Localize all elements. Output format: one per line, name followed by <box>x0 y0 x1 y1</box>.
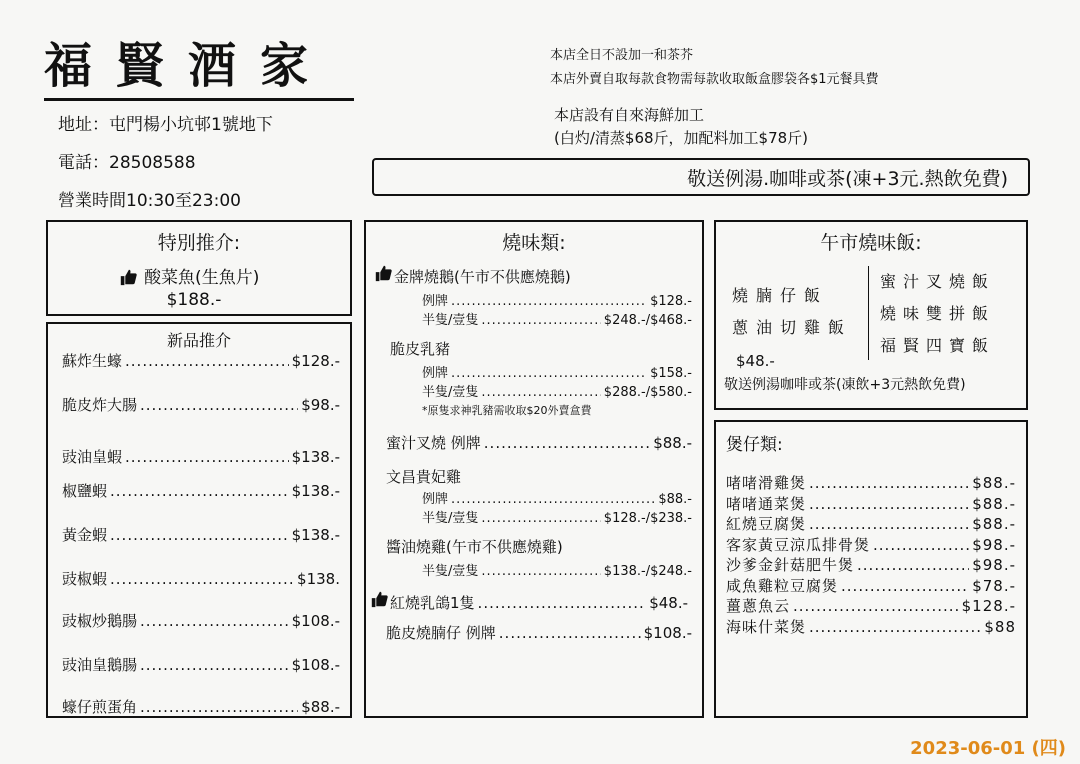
address: 地址：屯門楊小坑邨1號地下 <box>58 115 273 135</box>
dot-leader <box>140 396 298 414</box>
item-price: $138.- <box>291 482 340 500</box>
item-name: 豉椒蝦 <box>62 570 108 588</box>
dot-leader <box>809 474 969 492</box>
thumbs-up-icon <box>119 268 137 286</box>
roast-box <box>364 220 704 718</box>
date-stamp: 2023-06-01 (四) <box>910 738 1066 759</box>
new-items-box <box>46 322 352 718</box>
item-price: $98.- <box>301 396 340 414</box>
pigeon-price: $48.- <box>649 594 688 612</box>
list-item <box>726 554 1016 575</box>
dot-leader <box>809 618 981 636</box>
item-name: 蠔仔煎蛋角 <box>62 698 138 716</box>
item-name: 海味什菜煲 <box>726 617 807 636</box>
list-item <box>726 472 1016 493</box>
notice-takeaway-fee: 本店外賣自取每款食物需每款收取飯盒膠袋各$1元餐具費 <box>550 72 879 87</box>
dot-leader <box>110 570 294 588</box>
dot-leader <box>809 495 969 513</box>
dot-leader <box>125 352 289 370</box>
item-price: $128.- <box>961 597 1016 615</box>
list-item <box>726 534 1016 555</box>
goose-regular-price: $128.- <box>650 294 692 309</box>
goose-half-whole-price: $248.-/$468.- <box>603 313 692 328</box>
item-name: 客家黃豆涼瓜排骨煲 <box>726 535 871 554</box>
list-item <box>62 654 340 675</box>
roast-title: 燒味類: <box>502 232 566 254</box>
notice-seafood: 本店設有自來海鮮加工 <box>554 106 705 124</box>
goose-half-whole: 半隻/壹隻 <box>422 313 479 328</box>
list-item <box>62 696 340 717</box>
item-name: 沙爹金針菇肥牛煲 <box>726 556 855 574</box>
item-name: 豉油皇鵝腸 <box>62 656 138 674</box>
lunch-item: 蔥油切雞飯 <box>732 318 853 337</box>
dot-leader <box>140 612 289 630</box>
lunch-title: 午市燒味飯: <box>820 232 922 254</box>
banner-text: 敬送例湯.咖啡或茶(凍+3元.熱飲免費) <box>687 167 1008 190</box>
item-name: 咸魚雞粒豆腐煲 <box>726 576 839 595</box>
special-item: 酸菜魚(生魚片) <box>144 268 260 288</box>
item-name: 紅燒豆腐煲 <box>726 515 807 533</box>
list-item <box>62 350 340 371</box>
goose-regular: 例牌 <box>422 294 449 309</box>
dot-leader <box>125 448 289 466</box>
lunch-box <box>714 220 1028 410</box>
list-item <box>62 524 340 545</box>
pig-regular-price: $158.- <box>650 366 692 381</box>
item-price: $98.- <box>972 556 1016 574</box>
lunch-item: 燒味雙拼飯 <box>880 304 996 323</box>
roast-brisket: 脆皮燒腩仔 例牌 <box>386 624 496 642</box>
item-name: 豉椒炒鵝腸 <box>62 612 138 630</box>
lunch-item: 燒腩仔飯 <box>732 286 829 305</box>
item-name: 椒鹽蝦 <box>62 482 108 500</box>
item-name: 啫啫滑雞煲 <box>726 474 807 492</box>
list-item <box>62 568 340 589</box>
item-price: $98.- <box>972 535 1016 554</box>
claypot-title: 煲仔類: <box>726 435 783 455</box>
roast-soy-chicken: 醬油燒雞(午市不供應燒雞) <box>386 538 563 556</box>
item-name: 脆皮炸大腸 <box>62 396 138 414</box>
lunch-divider <box>868 266 869 360</box>
dot-leader <box>841 577 969 595</box>
soy-half-whole: 半隻/壹隻 <box>422 564 479 579</box>
item-name: 啫啫通菜煲 <box>726 494 807 513</box>
lunch-item: 福賢四寶飯 <box>880 336 996 355</box>
restaurant-name: 福賢酒家 <box>44 38 333 94</box>
chicken-half-whole: 半隻/壹隻 <box>422 511 479 526</box>
roast-chicken: 文昌貴妃雞 <box>386 468 462 486</box>
item-price: $138. <box>297 570 340 588</box>
item-price: $138.- <box>291 526 340 544</box>
list-item <box>726 616 1016 637</box>
list-item <box>62 394 340 415</box>
list-item <box>726 575 1016 596</box>
list-item <box>62 480 340 501</box>
roast-goose: 金牌燒鵝(午市不供應燒鵝) <box>394 268 571 286</box>
chicken-half-whole-price: $128.-/$238.- <box>603 511 692 526</box>
item-price: $138.- <box>291 448 340 466</box>
item-price: $88.- <box>301 698 340 716</box>
thumbs-up-icon <box>374 264 392 282</box>
list-item <box>726 595 1016 616</box>
notice-no-service-charge: 本店全日不設加一和茶芥 <box>550 48 694 63</box>
item-name: 薑蔥魚云 <box>726 597 791 615</box>
dot-leader <box>110 482 289 500</box>
dot-leader <box>140 698 298 716</box>
dot-leader <box>873 536 969 554</box>
item-name: 豉油皇蝦 <box>62 448 123 466</box>
title-underline <box>44 98 354 101</box>
list-item <box>62 610 340 631</box>
item-price: $88.- <box>972 474 1016 492</box>
roast-pig: 脆皮乳豬 <box>390 340 451 358</box>
phone: 電話：28508588 <box>58 153 196 173</box>
claypot-box <box>714 420 1028 718</box>
item-name: 蘇炸生蠔 <box>62 352 123 370</box>
charsiu-price: $88.- <box>653 434 692 452</box>
item-price: $128.- <box>291 352 340 370</box>
item-name: 黃金蝦 <box>62 526 108 544</box>
chicken-regular-price: $88.- <box>658 492 692 507</box>
lunch-item: 蜜汁叉燒飯 <box>880 272 996 291</box>
hours: 營業時間10:30至23:00 <box>58 191 241 211</box>
dot-leader <box>140 656 289 674</box>
dot-leader <box>793 597 959 615</box>
thumbs-up-icon <box>370 590 388 608</box>
item-price: $108.- <box>291 612 340 630</box>
special-box <box>46 220 352 316</box>
brisket-price: $108.- <box>643 624 692 642</box>
free-drink-banner <box>372 158 1030 196</box>
list-item <box>62 446 340 467</box>
new-items-title: 新品推介 <box>166 331 231 350</box>
special-title: 特別推介: <box>157 232 241 254</box>
soy-half-whole-price: $138.-/$248.- <box>603 564 692 579</box>
item-price: $108.- <box>291 656 340 674</box>
list-item <box>726 493 1016 514</box>
roast-charsiu: 蜜汁叉燒 例牌 <box>386 434 481 452</box>
dot-leader <box>809 515 969 533</box>
special-price: $188.- <box>166 290 222 310</box>
lunch-price: $48.- <box>736 352 775 370</box>
list-item <box>726 513 1016 534</box>
item-price: $88.- <box>972 515 1016 533</box>
item-price: $88.- <box>972 494 1016 513</box>
pig-regular: 例牌 <box>422 366 449 381</box>
pig-note: *原隻求神乳豬需收取$20外賣盒費 <box>422 404 592 417</box>
item-price: $78.- <box>972 576 1016 595</box>
pig-half-whole-price: $288.-/$580.- <box>603 385 692 400</box>
item-price: $88 <box>984 617 1016 636</box>
notice-seafood-prices: (白灼/清蒸$68斤，加配料加工$78斤) <box>554 129 809 147</box>
chicken-regular: 例牌 <box>422 492 449 507</box>
roast-pigeon: 紅燒乳鴿1隻 <box>390 594 475 612</box>
lunch-note: 敬送例湯咖啡或茶(凍飲+3元熱飲免費) <box>724 377 966 393</box>
pig-half-whole: 半隻/壹隻 <box>422 385 479 400</box>
dot-leader <box>110 526 289 544</box>
dot-leader <box>857 556 969 574</box>
